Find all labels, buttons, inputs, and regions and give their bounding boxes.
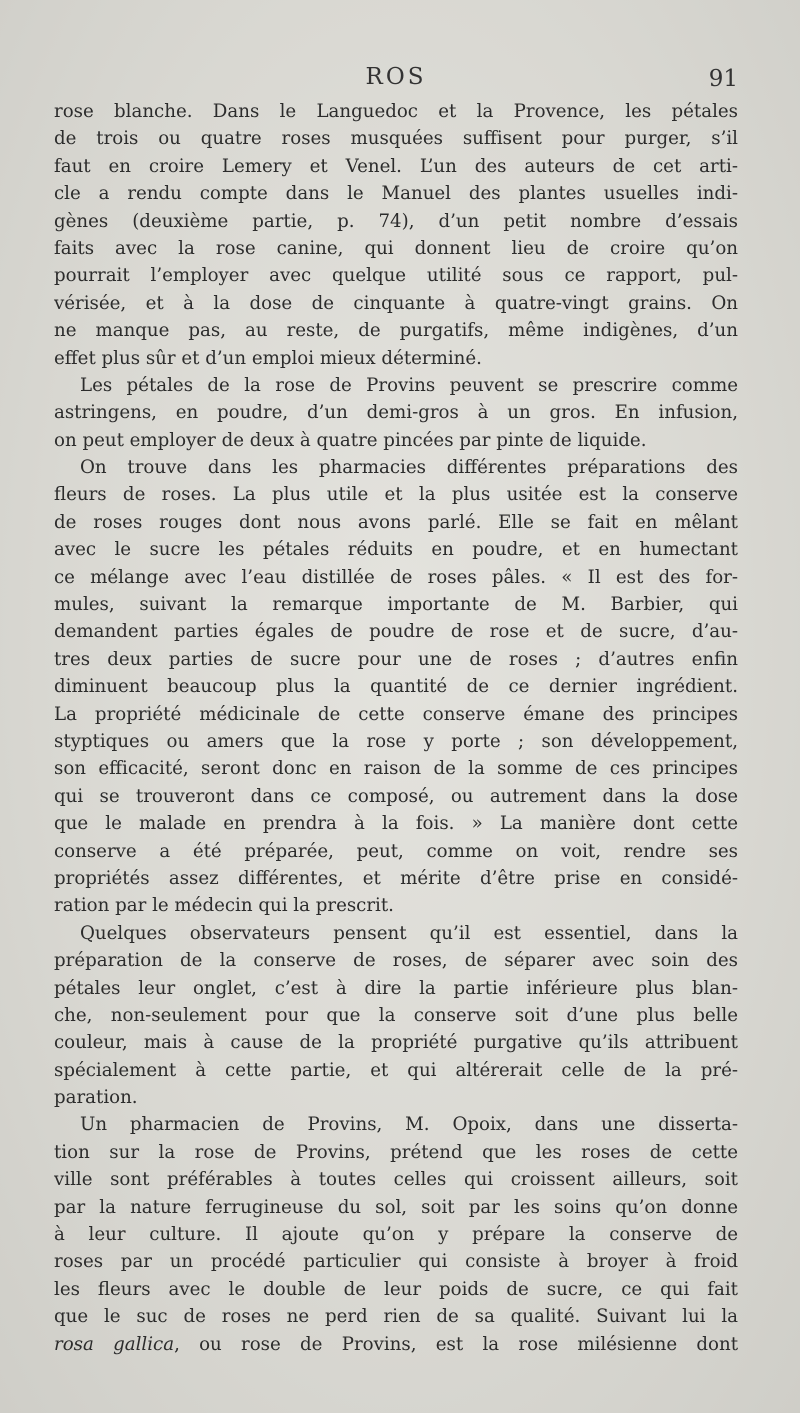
text-line: vérisée, et à la dose de cinquante à quatre-vingt grains. On xyxy=(54,292,738,314)
text-line: son efficacité, seront donc en raison de la somme de ces principes xyxy=(54,758,738,780)
text-line: propriétés assez différentes, et mérite d’être prise en considé- xyxy=(54,867,738,889)
text-line: rosa gallica, ou rose de Provins, est la rose milésienne dont xyxy=(54,1333,738,1355)
text-line: préparation de la conserve de roses, de séparer avec soin des xyxy=(54,950,738,972)
text-line: effet plus sûr et d’un emploi mieux déterminé. xyxy=(54,347,482,369)
text-line: roses par un procédé particulier qui consiste à broyer à froid xyxy=(54,1251,738,1273)
text-line: Un pharmacien de Provins, M. Opoix, dans une disserta- xyxy=(80,1114,738,1136)
text-line: par la nature ferrugineuse du sol, soit par les soins qu’on donne xyxy=(54,1196,738,1218)
text-line: faits avec la rose canine, qui donnent lieu de croire qu’on xyxy=(54,237,738,259)
text-line: ville sont préférables à toutes celles qui croissent ailleurs, soit xyxy=(54,1169,738,1191)
text-line: spécialement à cette partie, et qui altérerait celle de la pré- xyxy=(54,1059,738,1081)
text-line: que le suc de roses ne perd rien de sa qualité. Suivant lui la xyxy=(54,1306,738,1328)
text-line: diminuent beaucoup plus la quantité de ce dernier ingrédient. xyxy=(54,676,738,698)
text-line: Quelques observateurs pensent qu’il est essentiel, dans la xyxy=(80,922,738,944)
text-line: couleur, mais à cause de la propriété purgative qu’ils attribuent xyxy=(54,1032,738,1054)
text-line: pétales leur onglet, c’est à dire la partie inférieure plus blan- xyxy=(54,977,738,999)
text-line: paration. xyxy=(54,1087,138,1109)
text-line: tion sur la rose de Provins, prétend que les roses de cette xyxy=(54,1141,738,1163)
running-head: ROS xyxy=(365,64,427,90)
text-line: demandent parties égales de poudre de rose et de sucre, d’au- xyxy=(54,621,738,643)
text-line: On trouve dans les pharmacies différentes préparations des xyxy=(80,457,738,479)
page-header xyxy=(54,64,738,98)
text-line: de trois ou quatre roses musquées suffisent pour purger, s’il xyxy=(54,128,738,150)
text-line: styptiques ou amers que la rose y porte ; son développement, xyxy=(54,730,738,752)
text-line: à leur culture. Il ajoute qu’on y prépare la conserve de xyxy=(54,1224,738,1246)
text-line: rose blanche. Dans le Languedoc et la Provence, les pétales xyxy=(54,101,738,122)
text-line: faut en croire Lemery et Venel. L’un des auteurs de cet arti- xyxy=(54,155,738,177)
text-line: ration par le médecin qui la prescrit. xyxy=(54,895,394,917)
text-line: qui se trouveront dans ce composé, ou autrement dans la dose xyxy=(54,785,738,807)
text-line: Les pétales de la rose de Provins peuvent se prescrire comme xyxy=(80,374,738,396)
text-line: fleurs de roses. La plus utile et la plus usitée est la conserve xyxy=(54,484,738,506)
text-line: pourrait l’employer avec quelque utilité sous ce rapport, pul- xyxy=(54,265,738,287)
text-line: tres deux parties de sucre pour une de roses ; d’autres enfin xyxy=(54,648,738,670)
text-line: les fleurs avec le double de leur poids de sucre, ce qui fait xyxy=(54,1278,738,1300)
text-line: che, non-seulement pour que la conserve soit d’une plus belle xyxy=(54,1004,738,1026)
italic-term: rosa gallica xyxy=(54,1333,175,1355)
page-number: 91 xyxy=(708,66,738,92)
text-line: conserve a été préparée, peut, comme on voit, rendre ses xyxy=(54,840,738,862)
text-line: on peut employer de deux à quatre pincées par pinte de liquide. xyxy=(54,429,647,451)
text-line: de roses rouges dont nous avons parlé. Elle se fait en mêlant xyxy=(54,511,738,533)
text-line: La propriété médicinale de cette conserve émane des principes xyxy=(54,703,738,725)
text-line: que le malade en prendra à la fois. » La manière dont cette xyxy=(54,813,738,835)
text-line: avec le sucre les pétales réduits en poudre, et en humectant xyxy=(54,539,738,561)
body-text xyxy=(54,98,738,1358)
text-line: cle a rendu compte dans le Manuel des plantes usuelles indi- xyxy=(54,183,738,205)
text-line: mules, suivant la remarque importante de M. Barbier, qui xyxy=(54,594,738,616)
text-line: ce mélange avec l’eau distillée de roses pâles. « Il est des for- xyxy=(54,566,738,588)
text-line: gènes (deuxième partie, p. 74), d’un petit nombre d’essais xyxy=(54,210,738,232)
text-line: astringens, en poudre, d’un demi-gros à un gros. En infusion, xyxy=(54,402,738,424)
text-line: ne manque pas, au reste, de purgatifs, même indigènes, d’un xyxy=(54,320,738,342)
